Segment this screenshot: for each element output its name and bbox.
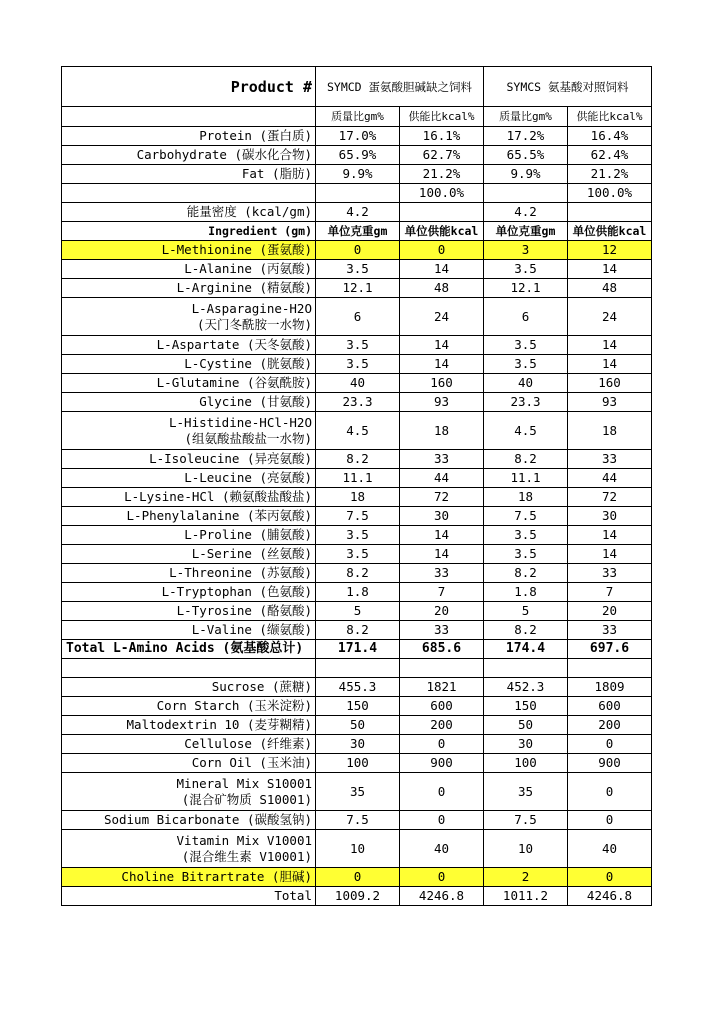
ingredient-row	[62, 697, 652, 716]
value-cell: 40	[316, 374, 400, 393]
macro-row	[62, 203, 652, 222]
value-cell: 14	[568, 526, 652, 545]
value-cell: 100	[316, 754, 400, 773]
value-cell: 10	[484, 830, 568, 868]
value-cell: 23.3	[316, 393, 400, 412]
row-label	[62, 412, 316, 450]
value-cell: 21.2%	[400, 165, 484, 184]
value-cell: 93	[400, 393, 484, 412]
macro-row	[62, 184, 652, 203]
value-cell: 685.6	[400, 640, 484, 659]
value-cell: 8.2	[316, 564, 400, 583]
row-label: Protein (蛋白质)	[62, 127, 316, 146]
row-label: L-Glutamine (谷氨酰胺)	[62, 374, 316, 393]
value-cell: 20	[400, 602, 484, 621]
row-label: Carbohydrate (碳水化合物)	[62, 146, 316, 165]
value-cell: 4246.8	[400, 887, 484, 906]
value-cell: 12	[568, 241, 652, 260]
row-label: L-Threonine (苏氨酸)	[62, 564, 316, 583]
value-cell: 0	[568, 811, 652, 830]
row-label-line1: L-Histidine-HCl-H2O	[169, 414, 312, 430]
value-cell: 697.6	[568, 640, 652, 659]
value-cell: 100.0%	[568, 184, 652, 203]
product-header-row	[62, 67, 652, 107]
row-label: L-Serine (丝氨酸)	[62, 545, 316, 564]
ingredient-row	[62, 678, 652, 697]
row-label-line2: (天门冬酰胺一水物)	[196, 316, 312, 332]
value-cell: 200	[568, 716, 652, 735]
value-cell: 21.2%	[568, 165, 652, 184]
value-cell: 3.5	[316, 545, 400, 564]
amino-acid-row	[62, 602, 652, 621]
value-cell: 160	[568, 374, 652, 393]
value-cell: 3.5	[316, 260, 400, 279]
value-cell: 6	[316, 298, 400, 336]
row-label: L-Leucine (亮氨酸)	[62, 469, 316, 488]
value-cell: 150	[484, 697, 568, 716]
value-cell: 14	[400, 336, 484, 355]
value-cell: 33	[568, 450, 652, 469]
value-cell: 18	[316, 488, 400, 507]
value-cell: 8.2	[484, 621, 568, 640]
macro-row	[62, 165, 652, 184]
value-cell: 1009.2	[316, 887, 400, 906]
value-cell: 6	[484, 298, 568, 336]
row-label: Cellulose (纤维素)	[62, 735, 316, 754]
value-cell: 5	[316, 602, 400, 621]
ingredient-header-cell: 单位克重gm	[484, 222, 568, 241]
value-cell: 30	[400, 507, 484, 526]
value-cell: 0	[400, 773, 484, 811]
value-cell: 171.4	[316, 640, 400, 659]
blank-cell	[62, 107, 316, 127]
value-cell: 44	[400, 469, 484, 488]
row-label: Total L-Amino Acids (氨基酸总计)	[62, 640, 316, 659]
value-cell	[484, 184, 568, 203]
value-cell: 3.5	[484, 545, 568, 564]
value-cell: 33	[568, 621, 652, 640]
ingredient-header-cell: 单位供能kcal	[568, 222, 652, 241]
value-cell: 1.8	[316, 583, 400, 602]
value-cell: 72	[400, 488, 484, 507]
amino-acid-row	[62, 260, 652, 279]
value-cell: 10	[316, 830, 400, 868]
ingredient-row	[62, 716, 652, 735]
ingredient-header-cell: 单位供能kcal	[400, 222, 484, 241]
subheader-cell: 质量比gm%	[484, 107, 568, 127]
value-cell: 14	[568, 355, 652, 374]
row-label-line2: (组氨酸盐酸盐一水物)	[184, 430, 312, 446]
value-cell: 12.1	[316, 279, 400, 298]
ingredient-header-cell: 单位克重gm	[316, 222, 400, 241]
amino-acid-row	[62, 526, 652, 545]
value-cell: 1809	[568, 678, 652, 697]
row-label: Sodium Bicarbonate (碳酸氢钠)	[62, 811, 316, 830]
value-cell: 0	[568, 868, 652, 887]
blank-cell	[400, 659, 484, 678]
value-cell: 62.4%	[568, 146, 652, 165]
ingredient-row	[62, 811, 652, 830]
value-cell: 30	[568, 507, 652, 526]
row-label: 能量密度 (kcal/gm)	[62, 203, 316, 222]
row-label: L-Cystine (胱氨酸)	[62, 355, 316, 374]
value-cell: 0	[400, 868, 484, 887]
amino-total-row	[62, 640, 652, 659]
row-label: Fat (脂肪)	[62, 165, 316, 184]
value-cell: 900	[400, 754, 484, 773]
row-label: L-Phenylalanine (苯丙氨酸)	[62, 507, 316, 526]
amino-acid-row	[62, 393, 652, 412]
value-cell: 17.2%	[484, 127, 568, 146]
amino-acid-row	[62, 507, 652, 526]
ingredient-row	[62, 868, 652, 887]
amino-acid-row	[62, 279, 652, 298]
value-cell: 9.9%	[316, 165, 400, 184]
value-cell: 0	[400, 241, 484, 260]
ratio-header-row	[62, 107, 652, 127]
row-label-line1: Mineral Mix S10001	[176, 775, 312, 791]
value-cell: 65.9%	[316, 146, 400, 165]
row-label-line2: (混合维生素 V10001)	[181, 848, 312, 864]
value-cell: 8.2	[484, 564, 568, 583]
value-cell: 8.2	[316, 621, 400, 640]
row-label: L-Isoleucine (异亮氨酸)	[62, 450, 316, 469]
value-cell: 40	[400, 830, 484, 868]
row-label: Total	[62, 887, 316, 906]
value-cell: 600	[400, 697, 484, 716]
amino-acid-row	[62, 583, 652, 602]
value-cell: 7.5	[316, 811, 400, 830]
value-cell: 1.8	[484, 583, 568, 602]
value-cell: 18	[568, 412, 652, 450]
row-label: L-Tyrosine (酪氨酸)	[62, 602, 316, 621]
blank-cell	[316, 659, 400, 678]
ingredient-header-row	[62, 222, 652, 241]
value-cell: 0	[400, 735, 484, 754]
row-label: L-Valine (缬氨酸)	[62, 621, 316, 640]
value-cell: 24	[568, 298, 652, 336]
row-label	[62, 184, 316, 203]
value-cell: 93	[568, 393, 652, 412]
row-label: L-Tryptophan (色氨酸)	[62, 583, 316, 602]
value-cell: 14	[568, 336, 652, 355]
value-cell: 0	[568, 773, 652, 811]
value-cell: 30	[316, 735, 400, 754]
value-cell: 14	[400, 260, 484, 279]
value-cell: 600	[568, 697, 652, 716]
value-cell: 4.5	[316, 412, 400, 450]
value-cell: 200	[400, 716, 484, 735]
value-cell: 7.5	[484, 811, 568, 830]
blank-cell	[484, 659, 568, 678]
value-cell: 23.3	[484, 393, 568, 412]
row-label: Glycine (甘氨酸)	[62, 393, 316, 412]
value-cell: 3.5	[484, 260, 568, 279]
row-label	[62, 773, 316, 811]
value-cell	[400, 203, 484, 222]
value-cell: 18	[484, 488, 568, 507]
value-cell: 30	[484, 735, 568, 754]
ingredient-row	[62, 773, 652, 811]
value-cell: 14	[400, 526, 484, 545]
value-cell: 50	[316, 716, 400, 735]
value-cell: 48	[400, 279, 484, 298]
amino-acid-row	[62, 450, 652, 469]
value-cell: 8.2	[316, 450, 400, 469]
value-cell: 1821	[400, 678, 484, 697]
row-label: Maltodextrin 10 (麦芽糊精)	[62, 716, 316, 735]
subheader-cell: 质量比gm%	[316, 107, 400, 127]
value-cell: 100	[484, 754, 568, 773]
amino-acid-row	[62, 374, 652, 393]
value-cell: 3.5	[316, 355, 400, 374]
value-cell: 1011.2	[484, 887, 568, 906]
amino-acid-row	[62, 355, 652, 374]
amino-acid-row	[62, 545, 652, 564]
value-cell: 3.5	[316, 526, 400, 545]
amino-acid-row	[62, 564, 652, 583]
row-label: Sucrose (蔗糖)	[62, 678, 316, 697]
value-cell: 14	[400, 355, 484, 374]
value-cell: 4.2	[484, 203, 568, 222]
row-label: L-Methionine (蛋氨酸)	[62, 241, 316, 260]
ingredient-row	[62, 754, 652, 773]
value-cell: 7.5	[484, 507, 568, 526]
value-cell: 455.3	[316, 678, 400, 697]
amino-acid-row	[62, 412, 652, 450]
value-cell: 9.9%	[484, 165, 568, 184]
value-cell: 11.1	[484, 469, 568, 488]
value-cell: 0	[316, 868, 400, 887]
row-label: L-Lysine-HCl (赖氨酸盐酸盐)	[62, 488, 316, 507]
value-cell: 17.0%	[316, 127, 400, 146]
amino-acid-row	[62, 488, 652, 507]
value-cell: 5	[484, 602, 568, 621]
value-cell: 3	[484, 241, 568, 260]
blank-cell	[568, 659, 652, 678]
row-label: L-Proline (脯氨酸)	[62, 526, 316, 545]
value-cell: 7	[400, 583, 484, 602]
ingredient-label: Ingredient (gm)	[62, 222, 316, 241]
blank-cell	[62, 659, 316, 678]
value-cell: 44	[568, 469, 652, 488]
value-cell: 12.1	[484, 279, 568, 298]
value-cell: 14	[400, 545, 484, 564]
value-cell: 8.2	[484, 450, 568, 469]
subheader-cell: 供能比kcal%	[568, 107, 652, 127]
value-cell: 33	[400, 621, 484, 640]
value-cell: 72	[568, 488, 652, 507]
row-label	[62, 298, 316, 336]
grand-total-row	[62, 887, 652, 906]
value-cell: 33	[400, 450, 484, 469]
row-label-line1: L-Asparagine-H2O	[191, 300, 312, 316]
value-cell: 16.4%	[568, 127, 652, 146]
amino-acid-row	[62, 241, 652, 260]
row-label-line2: (混合矿物质 S10001)	[181, 791, 312, 807]
row-label: L-Aspartate (天冬氨酸)	[62, 336, 316, 355]
value-cell: 40	[484, 374, 568, 393]
product-label: Product #	[62, 67, 316, 107]
value-cell: 7.5	[316, 507, 400, 526]
value-cell: 3.5	[484, 336, 568, 355]
value-cell: 2	[484, 868, 568, 887]
value-cell	[568, 203, 652, 222]
value-cell: 14	[568, 545, 652, 564]
amino-acid-row	[62, 298, 652, 336]
spacer-row	[62, 659, 652, 678]
value-cell: 40	[568, 830, 652, 868]
value-cell: 0	[316, 241, 400, 260]
value-cell: 160	[400, 374, 484, 393]
amino-acid-row	[62, 469, 652, 488]
value-cell: 0	[400, 811, 484, 830]
row-label: L-Arginine (精氨酸)	[62, 279, 316, 298]
value-cell: 4.5	[484, 412, 568, 450]
diet-formula-table	[61, 66, 652, 906]
value-cell: 62.7%	[400, 146, 484, 165]
value-cell: 33	[400, 564, 484, 583]
value-cell: 3.5	[484, 526, 568, 545]
value-cell: 3.5	[316, 336, 400, 355]
row-label: Corn Oil (玉米油)	[62, 754, 316, 773]
macro-row	[62, 146, 652, 165]
value-cell: 65.5%	[484, 146, 568, 165]
value-cell: 11.1	[316, 469, 400, 488]
value-cell: 50	[484, 716, 568, 735]
ingredient-row	[62, 735, 652, 754]
amino-acid-row	[62, 336, 652, 355]
value-cell: 100.0%	[400, 184, 484, 203]
value-cell: 14	[568, 260, 652, 279]
ingredient-row	[62, 830, 652, 868]
row-label: Choline Bitrartrate (胆碱)	[62, 868, 316, 887]
value-cell: 7	[568, 583, 652, 602]
macro-row	[62, 127, 652, 146]
row-label: L-Alanine (丙氨酸)	[62, 260, 316, 279]
value-cell: 0	[568, 735, 652, 754]
value-cell: 20	[568, 602, 652, 621]
subheader-cell: 供能比kcal%	[400, 107, 484, 127]
value-cell: 4246.8	[568, 887, 652, 906]
value-cell: 452.3	[484, 678, 568, 697]
value-cell: 900	[568, 754, 652, 773]
row-label: Corn Starch (玉米淀粉)	[62, 697, 316, 716]
amino-acid-row	[62, 621, 652, 640]
value-cell: 174.4	[484, 640, 568, 659]
value-cell: 48	[568, 279, 652, 298]
value-cell: 150	[316, 697, 400, 716]
value-cell: 35	[316, 773, 400, 811]
value-cell	[316, 184, 400, 203]
value-cell: 3.5	[484, 355, 568, 374]
value-cell: 35	[484, 773, 568, 811]
value-cell: 16.1%	[400, 127, 484, 146]
product-symcd: SYMCD 蛋氨酸胆碱缺之饲料	[316, 67, 484, 107]
value-cell: 4.2	[316, 203, 400, 222]
value-cell: 33	[568, 564, 652, 583]
product-symcs: SYMCS 氨基酸对照饲料	[484, 67, 652, 107]
row-label	[62, 830, 316, 868]
value-cell: 24	[400, 298, 484, 336]
value-cell: 18	[400, 412, 484, 450]
row-label-line1: Vitamin Mix V10001	[176, 832, 312, 848]
